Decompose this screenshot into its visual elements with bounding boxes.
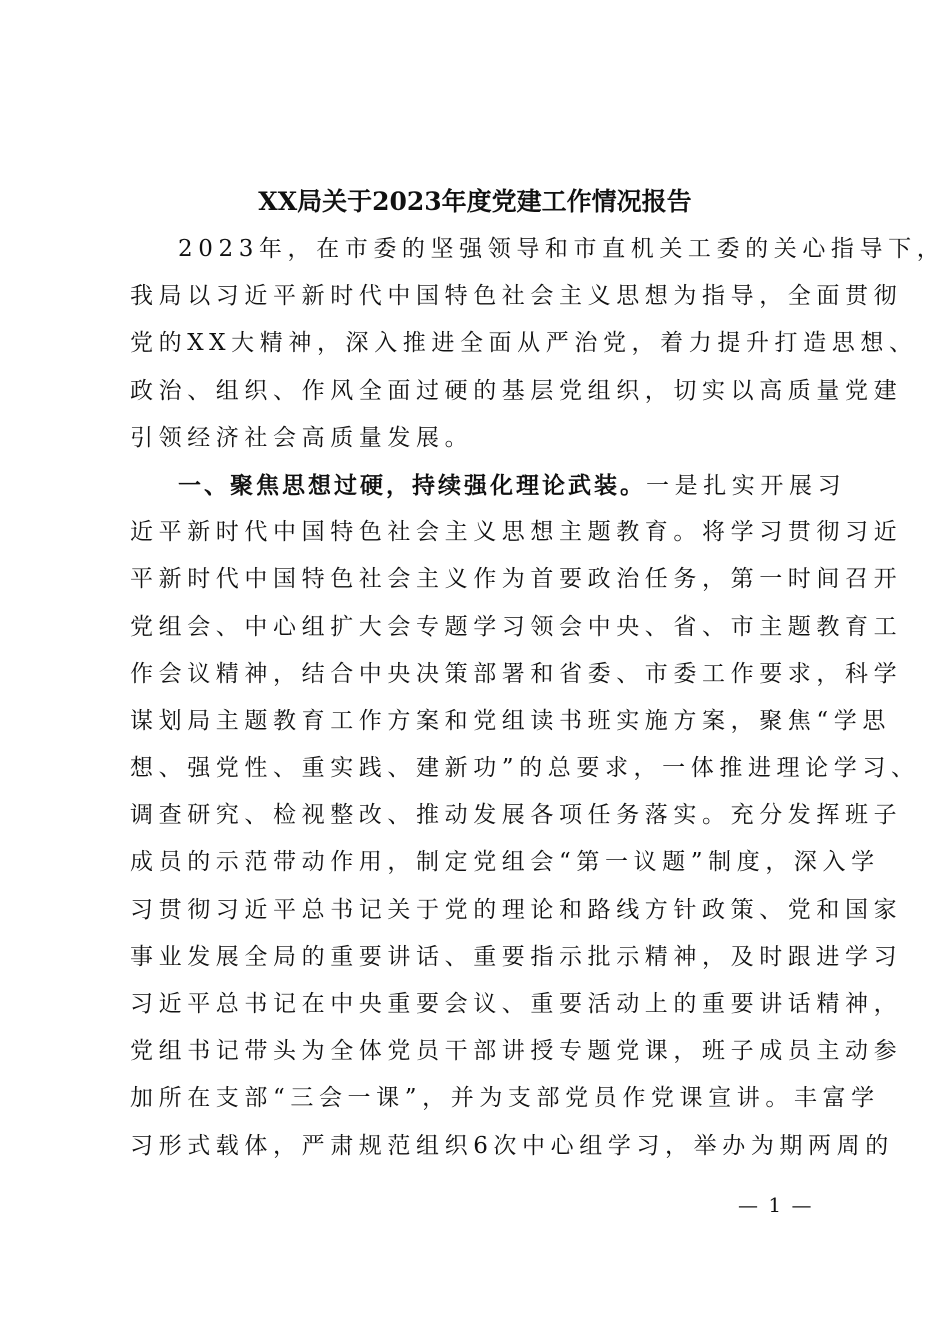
section-1-line: 谋划局主题教育工作方案和党组读书班实施方案，聚焦“学思 <box>130 707 891 734</box>
intro-line: 引领经济社会高质量发展。 <box>130 424 474 451</box>
section-1-line: 习贯彻习近平总书记关于党的理论和路线方针政策、党和国家 <box>130 896 903 923</box>
section-1-heading: 一、聚焦思想过硬，持续强化理论武装。 <box>178 471 646 499</box>
document-title: XX局关于2023年度党建工作情况报告 <box>258 187 692 216</box>
section-1-line: 事业发展全局的重要讲话、重要指示批示精神，及时跟进学习 <box>130 943 903 970</box>
section-1-line: 习近平总书记在中央重要会议、重要活动上的重要讲话精神， <box>130 991 903 1017</box>
intro-line: 2023年，在市委的坚强领导和市直机关工委的关心指导下， <box>178 236 946 262</box>
section-1-first-line-text: 一是扎实开展习 <box>646 472 847 499</box>
section-1-line: 党组会、中心组扩大会专题学习领会中央、省、市主题教育工 <box>130 613 903 640</box>
section-1-line: 近平新时代中国特色社会主义思想主题教育。将学习贯彻习近 <box>130 519 903 546</box>
intro-line: 政治、组织、作风全面过硬的基层党组织，切实以高质量党建 <box>130 377 903 404</box>
section-1-first-line <box>130 462 850 509</box>
section-1-line: 成员的示范带动作用，制定党组会“第一议题”制度，深入学 <box>130 849 880 876</box>
document-body <box>130 226 946 1170</box>
section-1-line: 调查研究、检视整改、推动发展各项任务落实。充分发挥班子 <box>130 802 903 829</box>
section-1-line: 作会议精神，结合中央决策部署和省委、市委工作要求，科学 <box>130 660 903 687</box>
intro-line: 我局以习近平新时代中国特色社会主义思想为指导，全面贯彻 <box>130 283 903 310</box>
section-1-line: 加所在支部“三会一课”，并为支部党员作党课宣讲。丰富学 <box>130 1085 880 1112</box>
page-number: — 1 — <box>738 1193 814 1217</box>
section-1-line: 平新时代中国特色社会主义作为首要政治任务，第一时间召开 <box>130 566 903 593</box>
section-1-line: 党组书记带头为全体党员干部讲授专题党课，班子成员主动参 <box>130 1038 903 1065</box>
section-1-line: 习形式载体，严肃规范组织6次中心组学习，举办为期两周的 <box>130 1132 894 1159</box>
section-1-line: 想、强党性、重实践、建新功”的总要求，一体推进理论学习、 <box>130 755 920 782</box>
intro-line: 党的XX大精神，深入推进全面从严治党，着力提升打造思想、 <box>130 330 918 357</box>
